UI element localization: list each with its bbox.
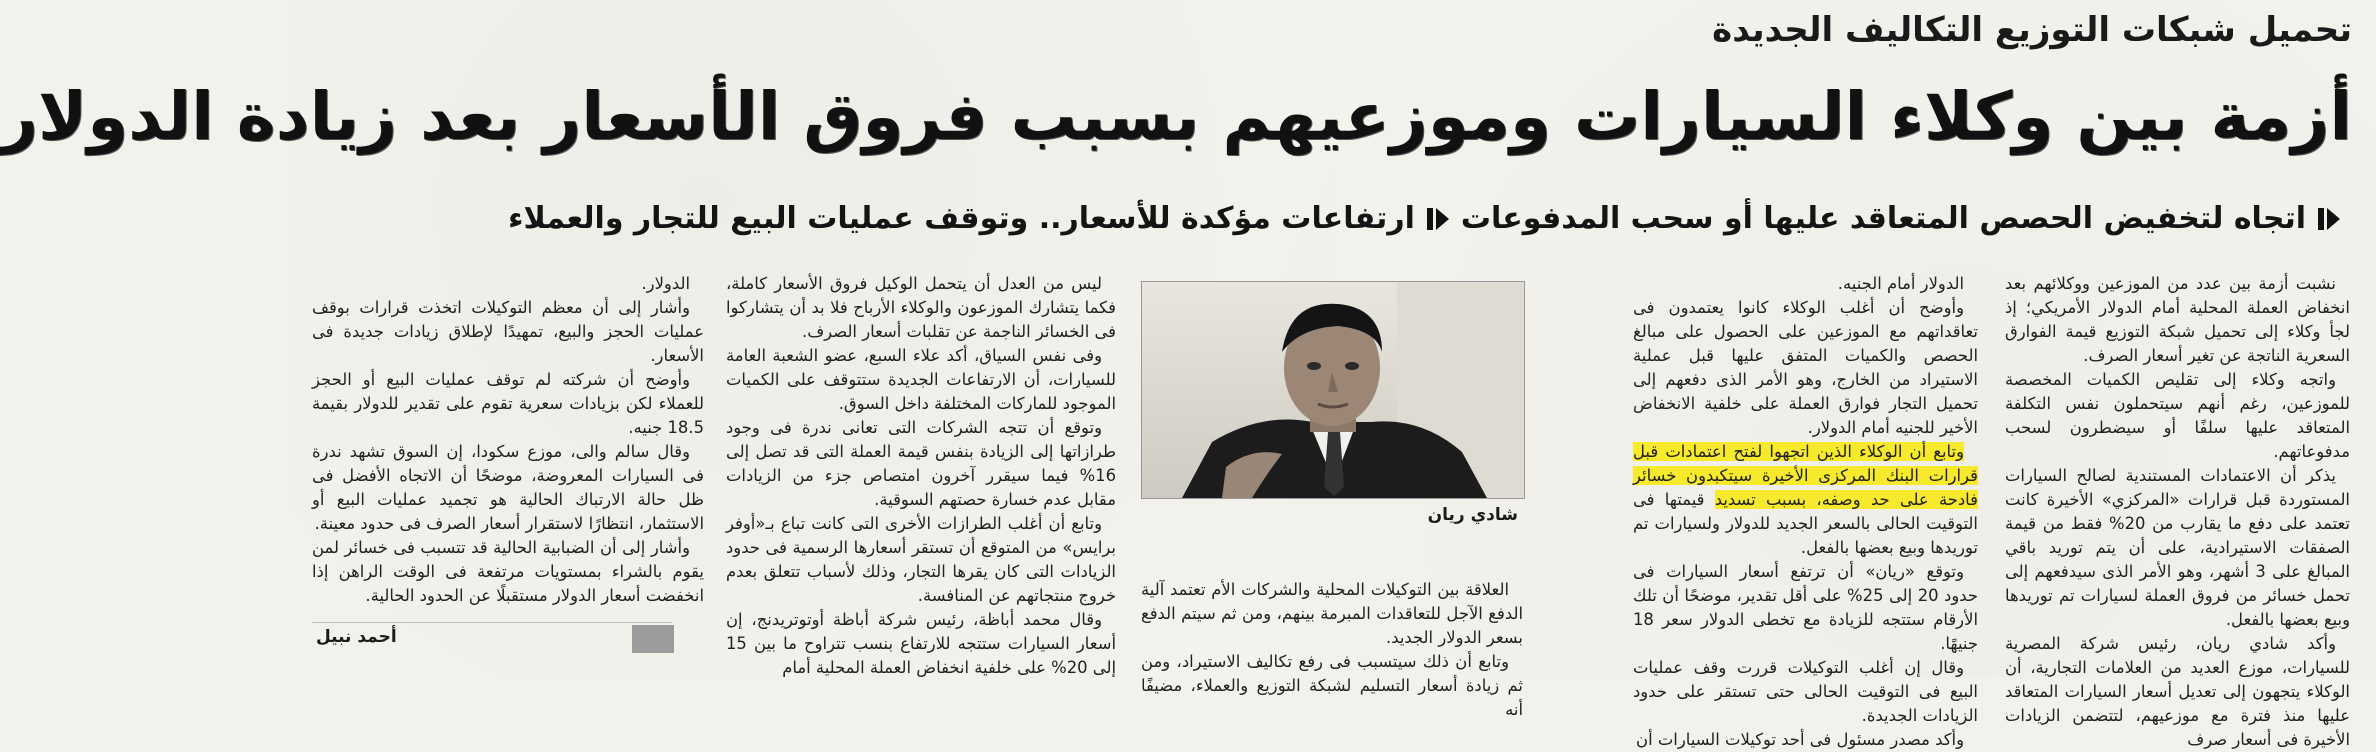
paragraph: وأكد شادي ريان، رئيس شركة المصرية للسيارات، موزع العديد من العلامات التجارية، أن الوكلاء يتجهون إلى تعديل أسعار السيارات المتعاقد عليها منذ فترة مع موزعيهم، لتتضمن الزيادات الأخيرة فى أسعار صرف <box>2005 634 2350 749</box>
article-column-5 <box>312 272 704 612</box>
paragraph: وفى نفس السياق، أكد علاء السبع، عضو الشعبة العامة للسيارات، أن الارتفاعات الجديدة ستتوقف على الكميات الموجود للماركات المختلفة داخل السوق. <box>726 346 1116 413</box>
subhead-part-1: اتجاه لتخفيض الحصص المتعاقد عليها أو سحب المدفوعات <box>1460 201 2306 236</box>
paragraph: ليس من العدل أن يتحمل الوكيل فروق الأسعار كاملة، فكما يتشارك الموزعون والوكلاء الأرباح فلا بد أن يتشاركوا فى الخسائر الناجمة عن تقلبات أسعار الصرف. <box>726 274 1116 341</box>
paragraph: وأوضح أن أغلب الوكلاء كانوا يعتمدون فى تعاقداتهم مع الموزعين على الحصول على مبالغ الحصص والكميات المتفق عليها قبل عملية الاستيراد من الخارج، وهو الأمر الذى دفعهم إلى تحميل التجار فوارق العملة على خلفية الانخفاض الأخير للجنيه أمام الدولار. <box>1633 298 1978 437</box>
article-column-2 <box>1633 272 1978 749</box>
paragraph: وأشار إلى أن الضبابية الحالية قد تتسبب فى خسائر لمن يقوم بالشراء بمستويات مرتفعة فى الوقت الراهن إذا انخفضت أسعار الدولار مستقبلًا عن الحدود الحالية. <box>312 538 704 605</box>
subhead-bullet-icon <box>1425 206 1451 232</box>
highlighted-text: وتابع أن الوكلاء الذين اتجهوا لفتح اعتمادات قبل قرارات البنك المركزى الأخيرة سيتكبدون خسائر فادحة على حد وصفه، بسبب تسديد <box>1633 442 1978 509</box>
paragraph: وتابع أن أغلب الطرازات الأخرى التى كانت تباع بـ«أوفر برايس» من المتوقع أن تستقر أسعارها الرسمية فى حدود الزيادات التى كان يقرها التجار، وذلك لأسباب تتعلق بعدم خروج منتجاتهم عن المنافسة. <box>726 514 1116 605</box>
paragraph: الدولار. <box>641 274 690 293</box>
article-column-1 <box>2005 272 2350 749</box>
byline-divider <box>312 622 672 623</box>
paragraph: وأكد مصدر مسئول فى أحد توكيلات السيارات أن <box>1636 730 1964 749</box>
paragraph: وتوقع «ريان» أن ترتفع أسعار السيارات فى حدود 20 إلى 25% على أقل تقدير، موضحًا أن تلك الأرقام ستتجه للزيادة مع تخطى الدولار سعر 18 جنيهًا. <box>1633 562 1978 653</box>
paragraph: وقال محمد أباظة، رئيس شركة أباظة أوتوتريدنج، إن أسعار السيارات ستتجه للارتفاع بنسب تتراوح ما بين 15 إلى 20% على خلفية انخفاض العملة المحلية أمام <box>726 610 1116 677</box>
article-byline: أحمد نبيل <box>316 627 397 647</box>
paragraph-highlighted <box>1633 440 1978 560</box>
paragraph: وتوقع أن تتجه الشركات التى تعانى ندرة فى وجود طرازاتها إلى الزيادة بنفس قيمة العملة التى قد تصل إلى 16% فيما سيقرر آخرون امتصاص جزء من الزيادات مقابل عدم خسارة حصتهم السوقية. <box>726 418 1116 509</box>
subhead-bullet-icon <box>2316 206 2342 232</box>
paragraph: وقال سالم والى، موزع سكودا، إن السوق تشهد ندرة فى السيارات المعروضة، موضحًا أن الاتجاه الأفضل فى ظل حالة الارتباك الحالية هو تجميد عمليات البيع أو الاستثمار، انتظارًا لاستقرار أسعار الصرف فى حدود معينة. <box>312 442 704 533</box>
article-headline: أزمة بين وكلاء السيارات وموزعيهم بسبب فروق الأسعار بعد زيادة الدولار <box>0 78 2352 155</box>
paragraph-continuation: قيمتها فى التوقيت الحالى بالسعر الجديد للدولار ولسيارات تم توريدها وبيع بعضها بالفعل. <box>1633 490 1978 557</box>
paragraph: وقال إن أغلب التوكيلات قررت وقف عمليات البيع فى التوقيت الحالى حتى تستقر على حدود الزيادات الجديدة. <box>1633 658 1978 725</box>
article-column-4 <box>726 272 1116 677</box>
article-column-3-bottom <box>1141 578 1523 719</box>
byline-marker <box>632 625 674 653</box>
photo-caption: شادي ريان <box>1427 505 1518 525</box>
paragraph: واتجه وكلاء إلى تقليص الكميات المخصصة للموزعين، رغم أنهم سيتحملون نفس التكلفة المتعاقد عليها سلفًا أو سيضطرون لسحب مدفوعاتهم. <box>2005 370 2350 461</box>
paragraph: وتابع أن ذلك سيتسبب فى رفع تكاليف الاستيراد، ومن ثم زيادة أسعار التسليم لشبكة التوزيع والعملاء، مضيفًا أنه <box>1141 652 1523 719</box>
portrait-photo <box>1141 281 1525 499</box>
paragraph: العلاقة بين التوكيلات المحلية والشركات الأم تعتمد آلية الدفع الآجل للتعاقدات المبرمة بينهم، ومن ثم سيتم الدفع بسعر الدولار الجديد. <box>1141 580 1523 647</box>
portrait-illustration <box>1142 282 1524 498</box>
paragraph: يذكر أن الاعتمادات المستندية لصالح السيارات المستوردة قبل قرارات «المركزي» الأخيرة كانت تعتمد على دفع ما يقارب من 20% فقط من قيمة الصفقات الاستيرادية، على أن يتم توريد باقي المبالغ على 3 أشهر، وهو الأمر الذى سيدفعهم إلى تحمل خسائر من فروق العملة لسيارات تم توريدها وبيع بعضها بالفعل. <box>2005 466 2350 629</box>
subhead-part-2: ارتفاعات مؤكدة للأسعار.. وتوقف عمليات البيع للتجار والعملاء <box>508 201 1415 236</box>
article-subhead <box>502 200 2352 236</box>
paragraph: وأشار إلى أن معظم التوكيلات اتخذت قرارات بوقف عمليات الحجز والبيع، تمهيدًا لإطلاق زيادات جديدة فى الأسعار. <box>312 298 704 365</box>
paragraph: نشبت أزمة بين عدد من الموزعين ووكلائهم بعد انخفاض العملة المحلية أمام الدولار الأمريكي؛ إذ لجأ وكلاء إلى تحميل شبكة التوزيع قيمة الفوارق السعرية الناتجة عن تغير أسعار الصرف. <box>2005 274 2350 365</box>
paragraph: وأوضح أن شركته لم توقف عمليات البيع أو الحجز للعملاء لكن بزيادات سعرية تقوم على تقدير للدولار بقيمة 18.5 جنيه. <box>312 370 704 437</box>
article-kicker: تحميل شبكات التوزيع التكاليف الجديدة <box>1712 10 2352 50</box>
paragraph: الدولار أمام الجنيه. <box>1837 274 1964 293</box>
